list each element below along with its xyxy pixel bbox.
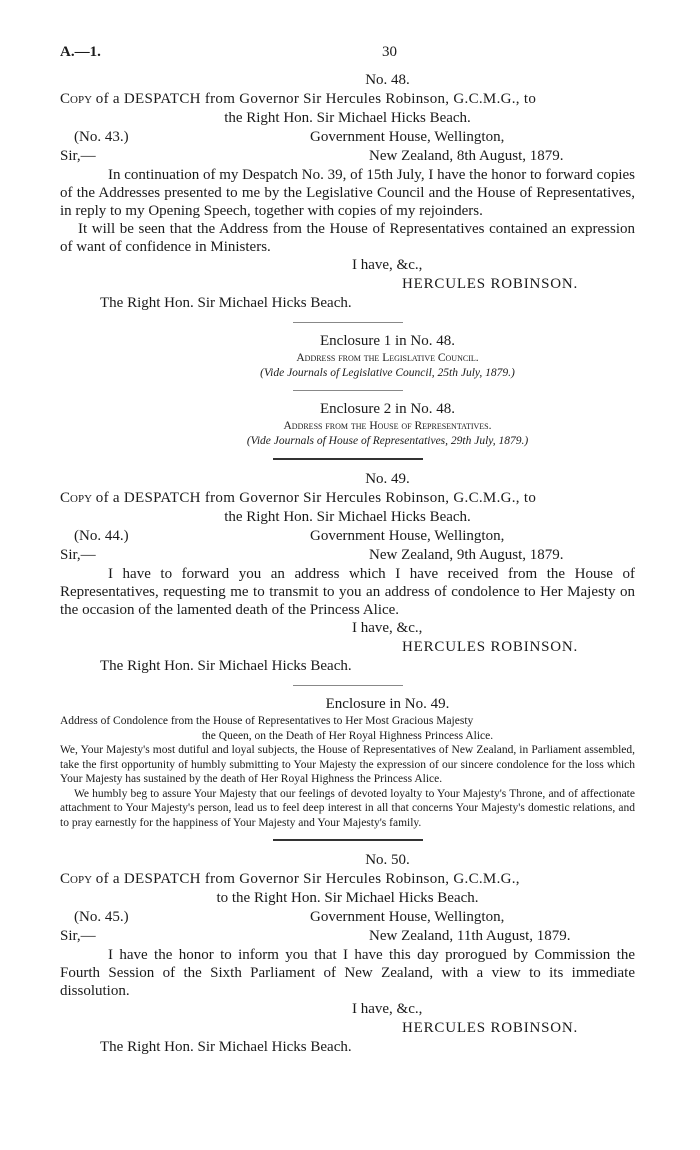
body-paragraph: I have to forward you an address which I have received from the House of Representatives, requesting me to transmit to you an address of condolence to Her Majesty on the occasion of the lamented death of the Princess Alice. [60,566,635,618]
addressee: The Right Hon. Sir Michael Hicks Beach. [100,658,352,674]
ref-row [60,908,635,927]
enclosure-paragraph: We, Your Majesty's most dutiful and loyal subjects, the House of Representatives of New Zealand, in Parliament assembled, take the first opportunity of humbly submitting to Your Majesty the expression of our sincere condolence for the loss which Your Majesty has sustained by the death of Her Royal Highness the Princess Alice. [60,744,635,785]
title-copy: Copy [60,490,93,506]
enclosure-heading: Enclosure in No. 49. [325,696,450,712]
title-copy: Copy [60,91,93,107]
enclosure-subject: Address from the Legislative Council. [296,352,479,364]
title-line-2: to the Right Hon. Sir Michael Hicks Beach. [216,890,479,906]
signature: HERCULES ROBINSON. [402,639,579,655]
despatch-date: New Zealand, 8th August, 1879. [369,148,564,164]
ref-row [60,527,635,546]
despatch-number: No. 49. [365,471,410,487]
title-line-1: of a DESPATCH from Governor Sir Hercules Robinson, G.C.M.G., [95,871,520,887]
despatch-place: Government House, Wellington, [310,528,505,544]
ref-row [60,128,635,147]
despatch-date: New Zealand, 11th August, 1879. [369,928,571,944]
despatch-49 [60,469,635,676]
enclosure-reference [140,366,635,381]
title-line-2: the Right Hon. Sir Michael Hicks Beach. [224,509,471,525]
despatch-ref-number: (No. 44.) [74,528,129,544]
divider-thick [273,458,423,460]
enclosure-address [60,714,635,830]
enclosure-2 [60,400,635,449]
enclosure-title-line-2: the Queen, on the Death of Her Royal Highness Princess Alice. [201,729,494,742]
salutation-row [60,927,635,946]
enclosure-title-line-1: Address of Condolence from the House of Representatives to Her Most Gracious Majesty [60,715,474,727]
despatch-body [60,166,635,256]
divider [293,685,403,686]
salutation-row [60,546,635,565]
enclosure-reference [140,434,635,449]
closing [60,619,635,657]
despatch-body [60,565,635,619]
despatch-body [60,946,635,1000]
document-reference: A.—1. [60,44,101,60]
body-paragraph: I have the honor to inform you that I have this day prorogued by Commission the Fourth Session of the Sixth Parliament of New Zealand, with a view to its immediate dissolution. [60,947,635,999]
closing-phrase: I have, &c., [352,1001,423,1017]
despatch-48 [60,70,635,313]
title-line-1: of a DESPATCH from Governor Sir Hercules Robinson, G.C.M.G., to [95,91,537,107]
enclosure-subject: Address from the House of Representatives. [283,420,492,432]
salutation: Sir,— [60,547,96,563]
despatch-ref-number: (No. 45.) [74,909,129,925]
body-paragraph: It will be seen that the Address from the House of Representatives contained an expression of want of confidence in Ministers. [60,221,635,255]
despatch-ref-number: (No. 43.) [74,129,129,145]
salutation-row [60,147,635,166]
despatch-number: No. 48. [365,72,410,88]
addressee: The Right Hon. Sir Michael Hicks Beach. [100,295,352,311]
salutation: Sir,— [60,148,96,164]
enclosure-reference-text: (Vide Journals of Legislative Council, 25th July, 1879.) [260,367,515,379]
enclosure-reference-text: (Vide Journals of House of Representatives, 29th July, 1879.) [246,435,529,447]
divider [293,322,403,323]
page-header [60,44,640,64]
despatch-title [60,90,635,128]
despatch-50 [60,850,635,1057]
despatch-title [60,489,635,527]
signature: HERCULES ROBINSON. [402,1020,579,1036]
enclosure-49 [60,695,635,830]
closing [60,256,635,294]
body-paragraph: In continuation of my Despatch No. 39, of 15th July, I have the honor to forward copies of the Addresses presented to me by the Legislative Council and the House of Representatives, in reply to my Opening Speech, together with copies of my rejoinders. [60,167,635,219]
page-number: 30 [382,44,397,60]
enclosure-heading: Enclosure 1 in No. 48. [320,333,455,349]
despatch-date: New Zealand, 9th August, 1879. [369,547,564,563]
despatch-place: Government House, Wellington, [310,129,505,145]
title-line-1: of a DESPATCH from Governor Sir Hercules Robinson, G.C.M.G., to [95,490,537,506]
title-copy: Copy [60,871,93,887]
divider-thick [273,839,423,841]
despatch-place: Government House, Wellington, [310,909,505,925]
enclosure-heading: Enclosure 2 in No. 48. [320,401,455,417]
closing [60,1000,635,1038]
salutation: Sir,— [60,928,96,944]
enclosure-paragraph: We humbly beg to assure Your Majesty that our feelings of devoted loyalty to Your Majesty's Throne, and of affectionate attachment to Your Majesty's person, lead us to feel deep interest in all that concerns Your Majesty's domestic relations, and to pray earnestly for the happiness of Your Majesty and Your Majesty's family. [60,787,635,829]
signature: HERCULES ROBINSON. [402,276,579,292]
closing-phrase: I have, &c., [352,620,423,636]
despatch-title [60,870,635,908]
document-page [60,70,635,1057]
divider [293,390,403,391]
addressee: The Right Hon. Sir Michael Hicks Beach. [100,1039,352,1055]
title-line-2: the Right Hon. Sir Michael Hicks Beach. [224,110,471,126]
enclosure-title [60,714,635,743]
closing-phrase: I have, &c., [352,257,423,273]
despatch-number: No. 50. [365,852,410,868]
enclosure-1 [60,332,635,381]
